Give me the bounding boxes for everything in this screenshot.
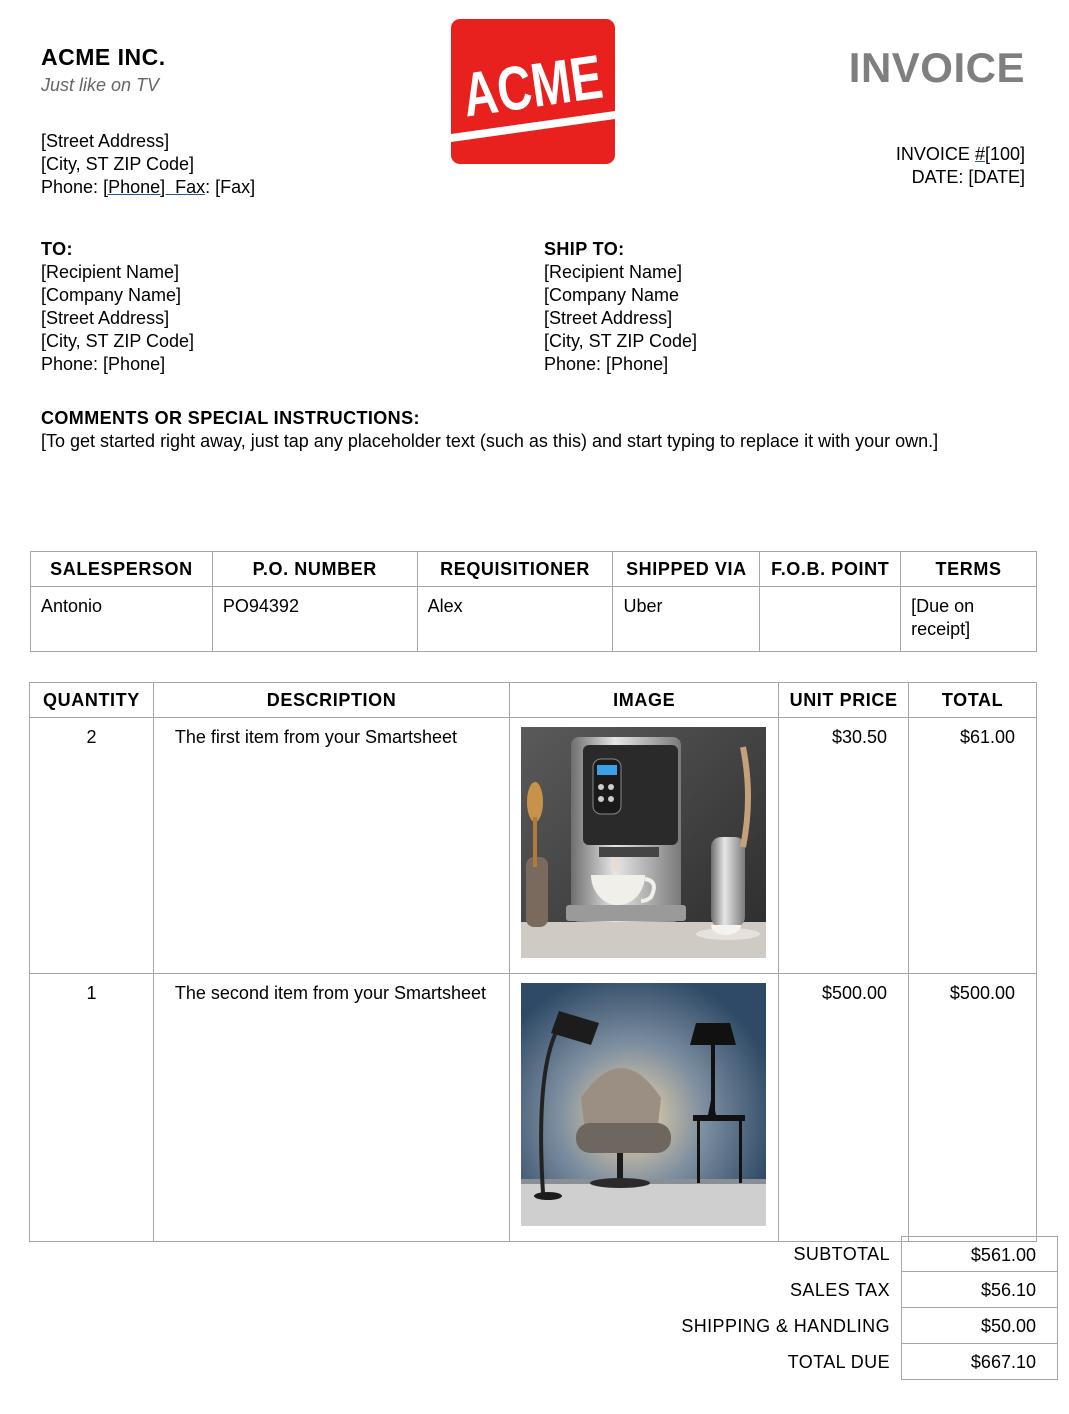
header-salesperson: SALESPERSON [31, 552, 213, 587]
line-total-cell: $61.00 [909, 718, 1037, 974]
shipped-via-cell[interactable]: Uber [613, 587, 760, 652]
total-due-label: TOTAL DUE [787, 1352, 890, 1372]
invoice-number-hash[interactable]: # [974, 144, 985, 164]
header-description: DESCRIPTION [153, 683, 509, 718]
terms-cell[interactable]: [Due on receipt] [901, 587, 1037, 652]
bill-to-name: [Recipient Name] [41, 262, 180, 282]
requisitioner-cell[interactable]: Alex [417, 587, 613, 652]
image-cell [510, 718, 779, 974]
comments-heading: COMMENTS OR SPECIAL INSTRUCTIONS: [41, 408, 420, 428]
shipping-label: SHIPPING & HANDLING [681, 1316, 890, 1336]
line-total-cell: $500.00 [909, 974, 1037, 1242]
subtotal-row [560, 1236, 1058, 1272]
quantity-cell[interactable]: 2 [30, 718, 154, 974]
subtotal-label: SUBTOTAL [793, 1244, 890, 1264]
sales-tax-value[interactable]: $56.10 [901, 1272, 1058, 1308]
bill-to-block [41, 238, 194, 376]
unit-price-cell[interactable]: $500.00 [779, 974, 909, 1242]
invoice-number-line [896, 143, 1025, 166]
image-cell [510, 974, 779, 1242]
bill-to-phone: Phone: [Phone] [41, 354, 166, 374]
table-row [30, 718, 1037, 974]
items-table [29, 682, 1037, 1242]
comments-block [41, 407, 1041, 453]
phone-label: Phone: [41, 177, 104, 197]
company-fax: [Fax] [215, 177, 256, 197]
company-street: [Street Address] [41, 131, 170, 151]
company-tagline: Just like on TV [41, 75, 160, 95]
total-due-value: $667.10 [901, 1344, 1058, 1380]
bill-to-city: [City, ST ZIP Code] [41, 331, 195, 351]
bill-to-heading: TO: [41, 239, 73, 259]
shipping-row [560, 1308, 1058, 1344]
company-phone[interactable]: [Phone] Fax [103, 177, 206, 197]
header-terms: TERMS [901, 552, 1037, 587]
sales-tax-row [560, 1272, 1058, 1308]
company-address [41, 130, 255, 199]
invoice-date-line [896, 166, 1025, 189]
order-info-table [30, 551, 1037, 652]
order-info-header-row [31, 552, 1037, 587]
ship-to-city: [City, ST ZIP Code] [544, 331, 698, 351]
header-shipped-via: SHIPPED VIA [613, 552, 760, 587]
unit-price-cell[interactable]: $30.50 [779, 718, 909, 974]
header-image: IMAGE [510, 683, 779, 718]
header-po-number: P.O. NUMBER [212, 552, 417, 587]
ship-to-company: [Company Name [544, 285, 680, 305]
company-phone-line [41, 176, 255, 199]
total-due-row [560, 1344, 1058, 1380]
company-city: [City, ST ZIP Code] [41, 154, 195, 174]
invoice-meta [896, 143, 1025, 189]
acme-logo [451, 19, 649, 164]
po-number-cell[interactable]: PO94392 [212, 587, 417, 652]
armchair-lamp-image [521, 983, 766, 1226]
company-name: ACME INC. [41, 44, 166, 70]
header-unit-price: UNIT PRICE [779, 683, 909, 718]
description-cell[interactable]: The second item from your Smartsheet [153, 974, 509, 1242]
coffee-machine-image [521, 727, 766, 958]
description-cell[interactable]: The first item from your Smartsheet [153, 718, 509, 974]
header-total: TOTAL [909, 683, 1037, 718]
bill-to-company: [Company Name] [41, 285, 182, 305]
table-row [30, 974, 1037, 1242]
ship-to-name: [Recipient Name] [544, 262, 683, 282]
ship-to-street: [Street Address] [544, 308, 673, 328]
invoice-title: INVOICE [848, 44, 1025, 91]
header-requisitioner: REQUISITIONER [417, 552, 613, 587]
items-header-row [30, 683, 1037, 718]
header-quantity: QUANTITY [30, 683, 154, 718]
sales-tax-label: SALES TAX [790, 1280, 890, 1300]
header-fob-point: F.O.B. POINT [760, 552, 901, 587]
subtotal-value: $561.00 [901, 1236, 1058, 1272]
ship-to-phone: Phone: [Phone] [544, 354, 669, 374]
invoice-date: [DATE] [968, 167, 1025, 187]
shipping-value[interactable]: $50.00 [901, 1308, 1058, 1344]
logo-text: ACME [458, 36, 649, 131]
fob-point-cell[interactable] [760, 587, 901, 652]
bill-to-street: [Street Address] [41, 308, 170, 328]
salesperson-cell[interactable]: Antonio [31, 587, 213, 652]
order-info-row [31, 587, 1037, 652]
ship-to-heading: SHIP TO: [544, 239, 625, 259]
invoice-date-label: DATE: [911, 167, 969, 187]
ship-to-block [544, 238, 697, 376]
invoice-number: [100] [984, 144, 1025, 164]
quantity-cell[interactable]: 1 [30, 974, 154, 1242]
totals-block [560, 1236, 1058, 1380]
fax-label: : [205, 177, 216, 197]
invoice-number-label: INVOICE [895, 144, 975, 164]
comments-text: [To get started right away, just tap any placeholder text (such as this) and start typing to replace it with your own.] [41, 431, 939, 451]
